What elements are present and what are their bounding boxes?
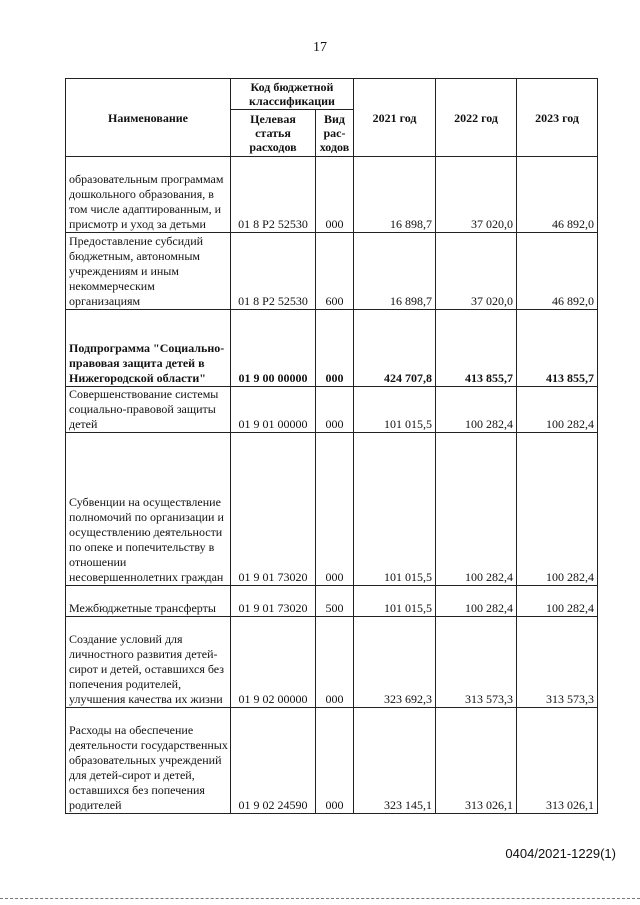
row-target-code: 01 9 01 73020 [231,433,316,586]
table-row [66,433,598,586]
row-target-code: 01 9 00 00000 [231,310,316,387]
header-2022: 2022 год [436,79,517,157]
row-value-2022: 100 282,4 [436,433,517,586]
table-row [66,586,598,617]
row-name: Совершенствование системы социально-правовой защиты детей [66,387,231,433]
header-target-item: Целевая статья расходов [231,110,316,157]
row-expense-type: 000 [316,617,354,708]
row-value-2021: 424 707,8 [354,310,436,387]
row-expense-type: 000 [316,708,354,814]
page-number: 17 [313,40,327,55]
row-name: образовательным программам дошкольного образования, в том числе адаптированным, и присмотр и уход за детьми [66,157,231,233]
table-row [66,233,598,310]
row-target-code: 01 9 02 00000 [231,617,316,708]
row-value-2022: 413 855,7 [436,310,517,387]
row-value-2021: 16 898,7 [354,157,436,233]
row-value-2021: 101 015,5 [354,433,436,586]
document-code: 0404/2021-1229(1) [505,846,616,861]
budget-table [65,78,598,814]
row-value-2021: 16 898,7 [354,233,436,310]
row-name: Предоставление субсидий бюджетным, автономным учреждениям и иным некоммерческим организациям [66,233,231,310]
row-value-2022: 100 282,4 [436,586,517,617]
row-value-2023: 100 282,4 [517,433,598,586]
row-value-2023: 313 573,3 [517,617,598,708]
row-target-code: 01 9 02 24590 [231,708,316,814]
row-target-code: 01 9 01 00000 [231,387,316,433]
row-value-2022: 37 020,0 [436,233,517,310]
table-row [66,617,598,708]
table-row [66,310,598,387]
row-expense-type: 000 [316,310,354,387]
header-expense-type: Вид рас-ходов [316,110,354,157]
row-name: Расходы на обеспечение деятельности государственных образовательных учреждений для детей-сирот и детей, оставшихся без попечения родителей [66,708,231,814]
row-target-code: 01 8 P2 52530 [231,233,316,310]
header-2023: 2023 год [517,79,598,157]
row-value-2022: 313 573,3 [436,617,517,708]
row-expense-type: 000 [316,157,354,233]
row-value-2023: 413 855,7 [517,310,598,387]
row-value-2023: 313 026,1 [517,708,598,814]
row-expense-type: 500 [316,586,354,617]
row-expense-type: 000 [316,387,354,433]
row-expense-type: 600 [316,233,354,310]
row-name: Создание условий для личностного развития детей-сирот и детей, оставшихся без попечения родителей, улучшения качества их жизни [66,617,231,708]
row-value-2022: 313 026,1 [436,708,517,814]
row-value-2021: 101 015,5 [354,387,436,433]
row-value-2022: 37 020,0 [436,157,517,233]
row-name: Субвенции на осуществление полномочий по организации и осуществлению деятельности по опеке и попечительству в отношении несовершеннолетних граждан [66,433,231,586]
header-2021: 2021 год [354,79,436,157]
row-name: Подпрограмма "Социально-правовая защита детей в Нижегородской области" [66,310,231,387]
row-value-2022: 100 282,4 [436,387,517,433]
header-name: Наименование [66,79,231,157]
row-target-code: 01 8 P2 52530 [231,157,316,233]
table-row [66,708,598,814]
table-body [66,157,598,814]
row-target-code: 01 9 01 73020 [231,586,316,617]
row-value-2023: 46 892,0 [517,157,598,233]
row-value-2023: 100 282,4 [517,387,598,433]
table-row [66,157,598,233]
row-value-2021: 323 692,3 [354,617,436,708]
table-row [66,387,598,433]
row-value-2021: 323 145,1 [354,708,436,814]
row-name: Межбюджетные трансферты [66,586,231,617]
row-value-2021: 101 015,5 [354,586,436,617]
row-value-2023: 46 892,0 [517,233,598,310]
row-expense-type: 000 [316,433,354,586]
header-code-group: Код бюджетной классификации [231,79,354,110]
row-value-2023: 100 282,4 [517,586,598,617]
bottom-rule [0,898,640,899]
